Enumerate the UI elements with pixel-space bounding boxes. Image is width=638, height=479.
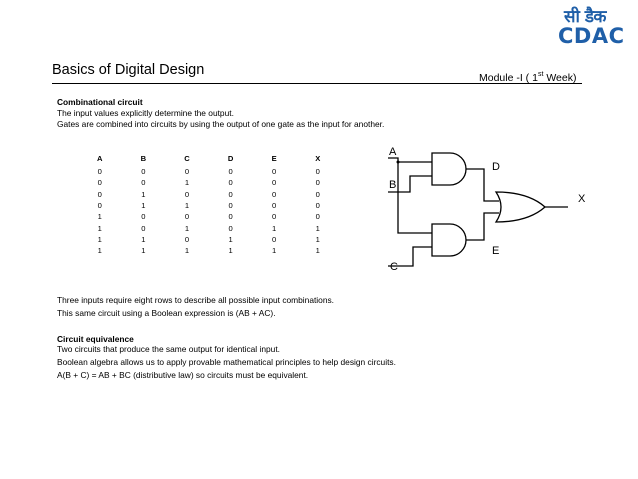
combinational-line-1: The input values explicitly determine the output. — [57, 108, 234, 118]
truth-table-cell: 0 — [315, 167, 320, 177]
truth-table-cell: 1 — [315, 223, 320, 233]
truth-table-cell: 1 — [141, 189, 146, 199]
page-title: Basics of Digital Design — [52, 62, 205, 78]
equivalence-heading: Circuit equivalence — [57, 334, 134, 344]
truth-table-cell: 0 — [228, 178, 233, 188]
truth-table-row — [78, 189, 340, 200]
truth-table-cell: 0 — [141, 223, 146, 233]
truth-table-cell: 0 — [141, 167, 146, 177]
truth-table-row — [78, 222, 340, 233]
label-c: C — [390, 261, 398, 273]
truth-table-cell: 0 — [141, 212, 146, 222]
truth-table-cell: 0 — [184, 212, 190, 222]
logo-hindi-text: सी डैक — [564, 7, 606, 27]
truth-table-cell: 0 — [272, 234, 277, 244]
truth-table-cell: 0 — [184, 234, 190, 244]
equivalence-line-2: Boolean algebra allows us to apply provable mathematical principles to help design circuits. — [57, 357, 396, 367]
truth-table-row — [78, 234, 340, 245]
truth-table-cell: 0 — [315, 212, 320, 222]
truth-table-row — [78, 177, 340, 188]
wire-e — [466, 213, 499, 240]
truth-table-cell: 1 — [97, 223, 102, 233]
notes-line-2: This same circuit using a Boolean expression is (AB + AC). — [57, 308, 276, 318]
label-x: X — [578, 193, 586, 205]
truth-table-cell: 0 — [315, 178, 320, 188]
notes-line-1: Three inputs require eight rows to describe all possible input combinations. — [57, 295, 334, 305]
title-divider — [52, 83, 582, 84]
truth-table-row — [78, 200, 340, 211]
truth-table-cell: 1 — [141, 201, 146, 211]
truth-table-cell: 1 — [272, 223, 277, 233]
equivalence-line-3: A(B + C) = AB + BC (distributive law) so circuits must be equivalent. — [57, 370, 309, 380]
truth-table-header-cell: B — [140, 153, 147, 163]
truth-table-cell: 0 — [184, 189, 190, 199]
wire-d — [466, 169, 499, 201]
label-e: E — [492, 245, 500, 257]
truth-table-cell: 0 — [272, 178, 277, 188]
truth-table-header-cell: C — [184, 153, 190, 163]
truth-table-cell: 1 — [141, 246, 146, 256]
truth-table-cell: 0 — [97, 178, 102, 188]
truth-table-cell: 0 — [272, 167, 277, 177]
truth-table-cell: 1 — [228, 234, 233, 244]
truth-table-cell: 0 — [97, 201, 102, 211]
cdac-logo — [555, 4, 633, 48]
and-gate-top — [432, 153, 466, 185]
truth-table-cell: 1 — [97, 234, 102, 244]
truth-table-cell: 1 — [272, 246, 277, 256]
truth-table-header-cell: D — [227, 153, 234, 163]
truth-table-cell: 1 — [184, 178, 190, 188]
truth-table-cell: 1 — [184, 223, 190, 233]
truth-table-body — [78, 166, 340, 256]
combinational-line-2: Gates are combined into circuits by using the output of one gate as the input for another. — [57, 119, 385, 129]
truth-table-cell: 0 — [272, 189, 277, 199]
truth-table-cell: 0 — [272, 212, 277, 222]
module-superscript: st — [537, 71, 544, 78]
truth-table-cell: 0 — [228, 167, 233, 177]
or-gate — [496, 192, 545, 222]
truth-table-header-cell: X — [315, 153, 321, 163]
truth-table-cell: 0 — [272, 201, 277, 211]
truth-table-cell: 0 — [228, 201, 233, 211]
truth-table-cell: 0 — [315, 201, 320, 211]
truth-table-cell: 0 — [97, 167, 102, 177]
truth-table-header-cell: E — [271, 153, 277, 163]
truth-table-cell: 1 — [184, 246, 190, 256]
truth-table-cell: 1 — [97, 246, 102, 256]
truth-table-cell: 1 — [141, 234, 146, 244]
truth-table-cell: 0 — [228, 223, 233, 233]
truth-table — [78, 150, 340, 256]
truth-table-cell: 0 — [315, 189, 320, 199]
wire-a — [388, 158, 432, 233]
logic-circuit-diagram — [388, 140, 588, 275]
truth-table-header-cell: A — [97, 153, 103, 163]
truth-table-row — [78, 245, 340, 256]
truth-table-cell: 0 — [228, 189, 233, 199]
junction-dot — [397, 161, 400, 164]
label-a: A — [389, 146, 397, 158]
label-b: B — [389, 179, 397, 191]
truth-table-cell: 0 — [184, 167, 190, 177]
truth-table-cell: 0 — [228, 212, 233, 222]
truth-table-row — [78, 166, 340, 177]
label-d: D — [492, 161, 500, 173]
truth-table-header-row — [78, 150, 340, 166]
truth-table-cell: 1 — [97, 212, 102, 222]
module-prefix: Module -I ( 1 — [479, 72, 538, 84]
equivalence-line-1: Two circuits that produce the same output for identical input. — [57, 344, 280, 354]
truth-table-cell: 1 — [315, 234, 320, 244]
truth-table-cell: 0 — [97, 189, 102, 199]
and-gate-bottom — [432, 224, 466, 256]
truth-table-cell: 1 — [184, 201, 190, 211]
truth-table-row — [78, 211, 340, 222]
truth-table-cell: 1 — [315, 246, 320, 256]
truth-table-cell: 1 — [228, 246, 233, 256]
truth-table-cell: 0 — [141, 178, 146, 188]
combinational-heading: Combinational circuit — [57, 97, 143, 107]
module-suffix: Week) — [543, 72, 577, 84]
logo-cdac-text: CDAC — [558, 24, 625, 48]
